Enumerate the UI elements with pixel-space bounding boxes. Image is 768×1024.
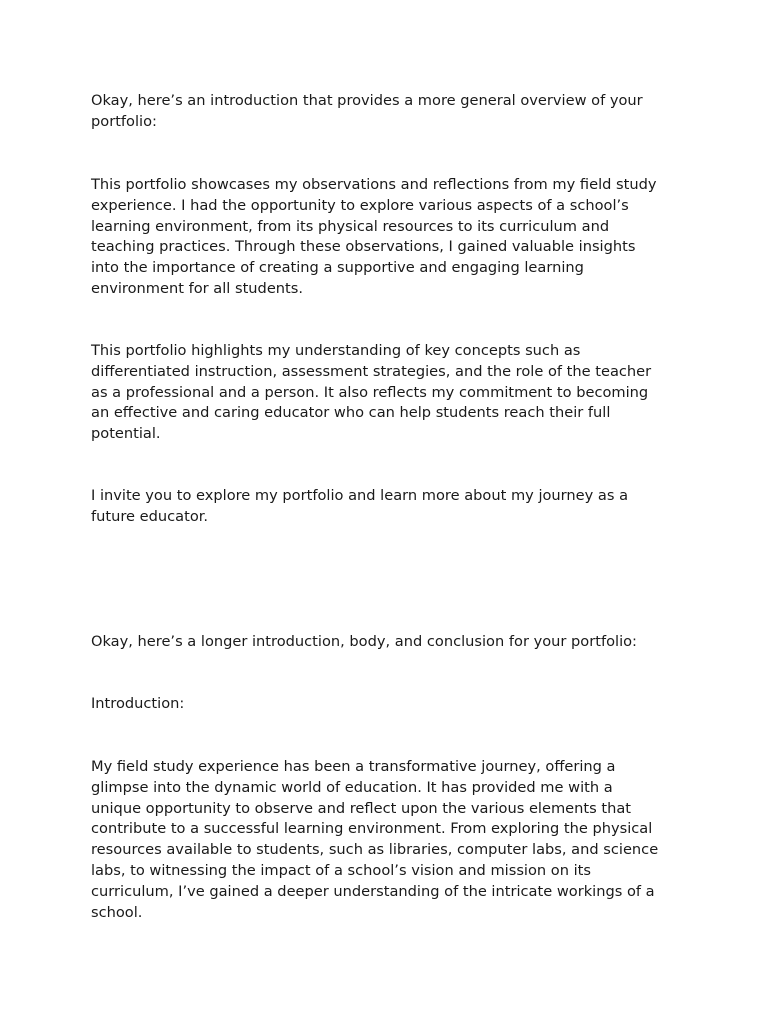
introduction-body-paragraph: My field study experience has been a transformative journey, offering a glimpse into the dynamic world of education. It has provided me with a unique opportunity to observe and reflect upon the various elements that contribute to a successful learning environment. From exploring the physical resources available to students, such as libraries, computer labs, and science labs, to witnessing the impact of a school’s vision and mission on its curriculum, I’ve gained a deeper understanding of the intricate workings of a school. [91, 758, 659, 921]
introduction-heading: Introduction: [91, 695, 185, 712]
key-concepts-paragraph: This portfolio highlights my understanding of key concepts such as differentiated instruction, assessment strategies, and the role of the teacher as a professional and a person. It also reflects my commitment to becoming an effective and caring educator who can help students reach their full potential. [91, 342, 652, 443]
intro-note-paragraph: Okay, here’s an introduction that provides a more general overview of your portfolio: [91, 92, 643, 130]
invitation-paragraph: I invite you to explore my portfolio and learn more about my journey as a future educator. [91, 487, 629, 525]
longer-intro-note-paragraph: Okay, here’s a longer introduction, body, and conclusion for your portfolio: [91, 633, 637, 650]
portfolio-overview-paragraph: This portfolio showcases my observations and reflections from my field study experience. I had the opportunity to explore various aspects of a school’s learning environment, from its physical resources to its curriculum and teaching practices. Through these observations, I gained valuable insights into the importance of creating a supportive and engaging learning environment for all students. [91, 176, 657, 297]
